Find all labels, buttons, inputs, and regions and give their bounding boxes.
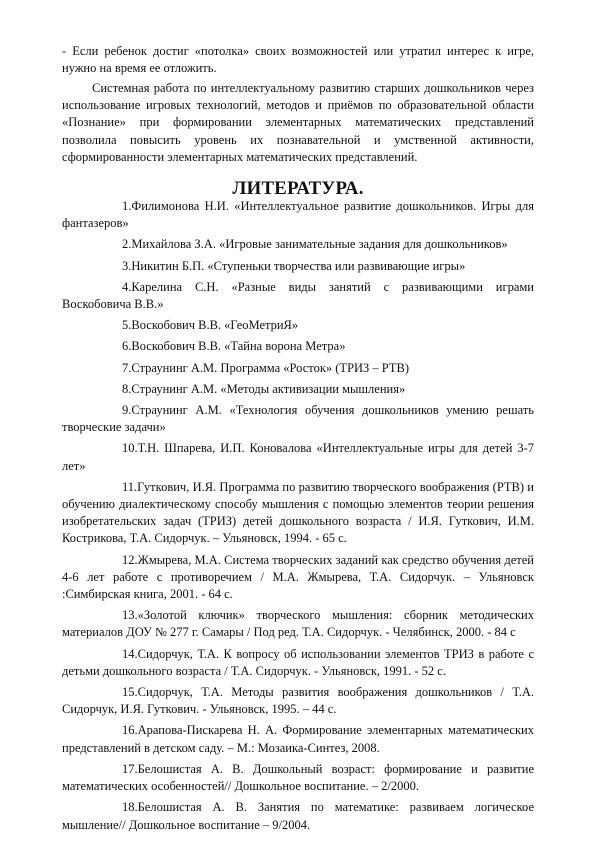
reference-number: 9. [122, 403, 132, 418]
reference-item [62, 799, 534, 833]
reference-text: Сидорчук, Т.А. Методы развития воображения дошкольников / Т.А. Сидорчук, И.Я. Гуткович. - Ульяновск, 1995. – 44 с. [62, 685, 534, 717]
reference-number: 13. [122, 608, 138, 623]
reference-item [62, 360, 534, 377]
reference-number: 7. [122, 360, 132, 375]
references-heading: ЛИТЕРАТУРА. [232, 178, 364, 199]
reference-item [62, 279, 534, 313]
reference-item [62, 646, 534, 680]
reference-text: «Золотой ключик» творческого мышления: сборник методических материалов ДОУ № 277 г. Самары / Под ред. Т.А. Сидорчук. - Челябинск, 2000. - 84 с [62, 608, 534, 640]
reference-text: Белошистая А. В. Занятия по математике: развиваем логическое мышление// Дошкольное воспитание – 9/2004. [62, 800, 534, 832]
conclusion-paragraph: Системная работа по интеллектуальному развитию старших дошкольников через использование игровых технологий, методов и приёмов по образовательной области «Познание» при формировании элементарных математических представлений позволила повысить уровень их познавательной и умственной активности, сформированности элементарных математических представлений. [62, 81, 534, 164]
reference-text: Страунинг А.М. «Технология обучения дошкольников умению решать творческие задачи» [62, 403, 534, 435]
reference-item [62, 198, 534, 232]
reference-number: 16. [122, 723, 138, 738]
reference-text: Гуткович, И.Я. Программа по развитию творческого воображения (РТВ) и обучению диалектическому способу мышления с помощью элементов теории решения изобретательских задач (ТРИЗ) детей дошкольного возраста / И.Я. Гуткович, И.М. Кострикова, Т.А. Сидорчук. – Ульяновск, 1994. - 65 с. [62, 479, 534, 546]
reference-text: Никитин Б.П. «Ступеньки творчества или развивающие игры» [131, 258, 466, 273]
reference-number: 1. [122, 199, 132, 213]
reference-item [62, 402, 534, 436]
reference-text: Михайлова З.А. «Игровые занимательные задания для дошкольников» [131, 237, 508, 252]
reference-item [62, 317, 534, 334]
reference-item [62, 552, 534, 604]
reference-text: Т.Н. Шпарева, И.П. Коновалова «Интеллектуальные игры для детей 3-7 лет» [62, 441, 534, 473]
reference-text: Арапова-Пискарева Н. А. Формирование элементарных математических представлений в детском саду. – М.: Мозаика-Синтез, 2008. [62, 723, 534, 755]
reference-text: Жмырева, М.А. Система творческих заданий как средство обучения детей 4-6 лет работе с противоречием / М.А. Жмырева, Т.А. Сидорчук. – Ульяновск :Симбирская книга, 2001. - 64 с. [62, 552, 534, 602]
references-list [62, 198, 534, 838]
intro-paragraph: - Если ребенок достиг «потолка» своих возможностей или утратил интерес к игре, нужно на время ее отложить. [62, 44, 534, 76]
reference-number: 10. [122, 441, 138, 456]
reference-text: Страунинг А.М. Программа «Росток» (ТРИЗ – РТВ) [131, 360, 410, 375]
reference-number: 5. [122, 318, 132, 333]
reference-item [62, 440, 534, 474]
reference-item [62, 236, 534, 253]
reference-number: 11. [122, 479, 138, 494]
reference-item [62, 258, 534, 275]
reference-text: Воскобович В.В. «ГеоМетриЯ» [131, 318, 299, 333]
reference-number: 15. [122, 685, 138, 700]
reference-item [62, 381, 534, 398]
reference-number: 3. [122, 258, 132, 273]
reference-number: 4. [122, 279, 132, 294]
reference-text: Страунинг А.М. «Методы активизации мышления» [131, 381, 406, 396]
reference-item [62, 479, 534, 548]
reference-number: 8. [122, 381, 132, 396]
reference-text: Филимонова Н.И. «Интеллектуальное развитие дошкольников. Игры для фантазеров» [62, 199, 534, 231]
reference-item [62, 607, 534, 641]
reference-number: 14. [122, 646, 138, 661]
reference-item [62, 761, 534, 795]
reference-number: 12. [122, 552, 138, 567]
reference-text: Карелина С.Н. «Разные виды занятий с развивающими играми Воскобовича В.В.» [62, 279, 534, 312]
reference-item [62, 338, 534, 355]
reference-text: Сидорчук, Т.А. К вопросу об использовании элементов ТРИЗ в работе с детьми дошкольного возраста / Т.А. Сидорчук. - Ульяновск, 1991. - 52 с. [62, 646, 534, 678]
reference-text: Воскобович В.В. «Тайна ворона Метра» [131, 339, 346, 354]
reference-number: 6. [122, 339, 132, 354]
reference-item [62, 684, 534, 718]
reference-number: 18. [122, 800, 138, 815]
reference-number: 17. [122, 761, 138, 776]
reference-item [62, 722, 534, 756]
reference-number: 2. [122, 237, 132, 252]
reference-text: Белошистая А. В. Дошкольный возраст: формирование и развитие математических особенностей// Дошкольное воспитание. – 2/2000. [62, 761, 534, 794]
